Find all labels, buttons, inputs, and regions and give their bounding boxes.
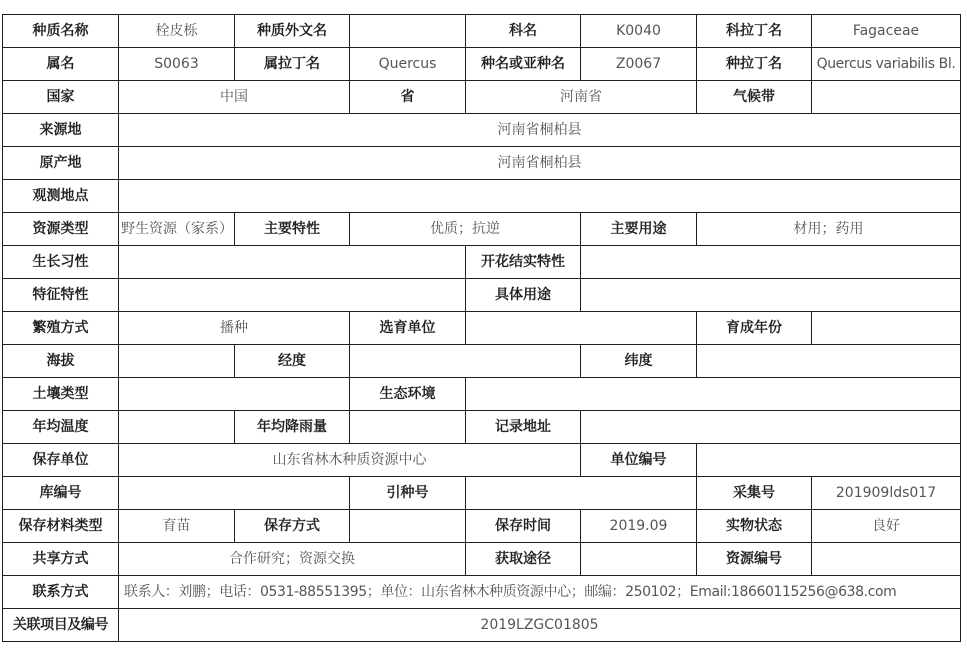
germplasm-name-label: 种质名称 <box>3 15 119 48</box>
resource-no-value <box>812 543 961 576</box>
foreign-name-value <box>350 15 466 48</box>
row-country <box>3 81 961 114</box>
status-value: 良好 <box>812 510 961 543</box>
row-observation-site <box>3 180 961 213</box>
row-features <box>3 279 961 312</box>
ecology-value <box>466 378 961 411</box>
contact-label: 联系方式 <box>3 576 119 609</box>
material-type-value: 育苗 <box>119 510 235 543</box>
altitude-value <box>119 345 235 378</box>
family-latin-value: Fagaceae <box>812 15 961 48</box>
row-project <box>3 609 961 642</box>
status-label: 实物状态 <box>697 510 812 543</box>
main-uses-label: 主要用途 <box>581 213 697 246</box>
features-label: 特征特性 <box>3 279 119 312</box>
family-value: K0040 <box>581 15 697 48</box>
foreign-name-label: 种质外文名 <box>235 15 350 48</box>
propagation-value: 播种 <box>119 312 350 345</box>
row-source <box>3 114 961 147</box>
library-no-value <box>119 477 350 510</box>
row-sharing <box>3 543 961 576</box>
collection-no-label: 采集号 <box>697 477 812 510</box>
species-latin-label: 种拉丁名 <box>697 48 812 81</box>
climate-zone-value <box>812 81 961 114</box>
province-value: 河南省 <box>466 81 697 114</box>
sharing-label: 共享方式 <box>3 543 119 576</box>
latitude-label: 纬度 <box>581 345 697 378</box>
acquisition-value <box>581 543 697 576</box>
observation-site-label: 观测地点 <box>3 180 119 213</box>
species-value: Z0067 <box>581 48 697 81</box>
row-contact <box>3 576 961 609</box>
breeding-year-label: 育成年份 <box>697 312 812 345</box>
growth-habit-label: 生长习性 <box>3 246 119 279</box>
row-growth-habit <box>3 246 961 279</box>
main-uses-value: 材用；药用 <box>697 213 961 246</box>
genus-latin-value: Quercus <box>350 48 466 81</box>
row-avg-temp <box>3 411 961 444</box>
row-library-no <box>3 477 961 510</box>
row-origin <box>3 147 961 180</box>
library-no-label: 库编号 <box>3 477 119 510</box>
storage-method-label: 保存方式 <box>235 510 350 543</box>
family-label: 科名 <box>466 15 581 48</box>
main-traits-value: 优质；抗逆 <box>350 213 581 246</box>
resource-no-label: 资源编号 <box>697 543 812 576</box>
latitude-value <box>697 345 961 378</box>
observation-site-value <box>119 180 961 213</box>
unit-code-label: 单位编号 <box>581 444 697 477</box>
germplasm-record-table <box>2 14 961 642</box>
province-label: 省 <box>350 81 466 114</box>
sharing-value: 合作研究；资源交换 <box>119 543 466 576</box>
species-latin-value: Quercus variabilis Bl. <box>812 48 961 81</box>
features-value <box>119 279 466 312</box>
avg-rain-label: 年均降雨量 <box>235 411 350 444</box>
origin-value: 河南省桐柏县 <box>119 147 961 180</box>
origin-label: 原产地 <box>3 147 119 180</box>
altitude-label: 海拔 <box>3 345 119 378</box>
project-label: 关联项目及编号 <box>3 609 119 642</box>
storage-time-value: 2019.09 <box>581 510 697 543</box>
genus-latin-label: 属拉丁名 <box>235 48 350 81</box>
source-value: 河南省桐柏县 <box>119 114 961 147</box>
growth-habit-value <box>119 246 466 279</box>
material-type-label: 保存材料类型 <box>3 510 119 543</box>
row-propagation <box>3 312 961 345</box>
storage-unit-value: 山东省林木种质资源中心 <box>119 444 581 477</box>
country-label: 国家 <box>3 81 119 114</box>
germplasm-name-value: 栓皮栎 <box>119 15 235 48</box>
collection-no-value: 201909lds017 <box>812 477 961 510</box>
acquisition-label: 获取途径 <box>466 543 581 576</box>
climate-zone-label: 气候带 <box>697 81 812 114</box>
contact-value: 联系人：刘鹏；电话：0531-88551395；单位：山东省林木种质资源中心；邮编：250102；Email:18660115256@638.com <box>119 576 961 609</box>
country-value: 中国 <box>119 81 350 114</box>
project-value: 2019LZGC01805 <box>119 609 961 642</box>
genus-label: 属名 <box>3 48 119 81</box>
record-address-label: 记录地址 <box>466 411 581 444</box>
storage-unit-label: 保存单位 <box>3 444 119 477</box>
longitude-value <box>350 345 581 378</box>
avg-temp-label: 年均温度 <box>3 411 119 444</box>
soil-type-value <box>119 378 350 411</box>
storage-method-value <box>350 510 466 543</box>
soil-type-label: 土壤类型 <box>3 378 119 411</box>
breeding-year-value <box>812 312 961 345</box>
row-germplasm-name <box>3 15 961 48</box>
unit-code-value <box>697 444 961 477</box>
longitude-label: 经度 <box>235 345 350 378</box>
specific-use-value <box>581 279 961 312</box>
main-traits-label: 主要特性 <box>235 213 350 246</box>
row-soil-type <box>3 378 961 411</box>
storage-time-label: 保存时间 <box>466 510 581 543</box>
genus-value: S0063 <box>119 48 235 81</box>
species-label: 种名或亚种名 <box>466 48 581 81</box>
row-resource-type <box>3 213 961 246</box>
row-storage-unit <box>3 444 961 477</box>
resource-type-label: 资源类型 <box>3 213 119 246</box>
breeding-unit-value <box>466 312 697 345</box>
record-address-value <box>581 411 961 444</box>
avg-temp-value <box>119 411 235 444</box>
family-latin-label: 科拉丁名 <box>697 15 812 48</box>
propagation-label: 繁殖方式 <box>3 312 119 345</box>
resource-type-value: 野生资源（家系） <box>119 213 235 246</box>
flowering-value <box>581 246 961 279</box>
ecology-label: 生态环境 <box>350 378 466 411</box>
introduction-no-value <box>466 477 697 510</box>
flowering-label: 开花结实特性 <box>466 246 581 279</box>
row-material-type <box>3 510 961 543</box>
specific-use-label: 具体用途 <box>466 279 581 312</box>
row-altitude <box>3 345 961 378</box>
row-genus <box>3 48 961 81</box>
avg-rain-value <box>350 411 466 444</box>
breeding-unit-label: 选育单位 <box>350 312 466 345</box>
introduction-no-label: 引种号 <box>350 477 466 510</box>
source-label: 来源地 <box>3 114 119 147</box>
